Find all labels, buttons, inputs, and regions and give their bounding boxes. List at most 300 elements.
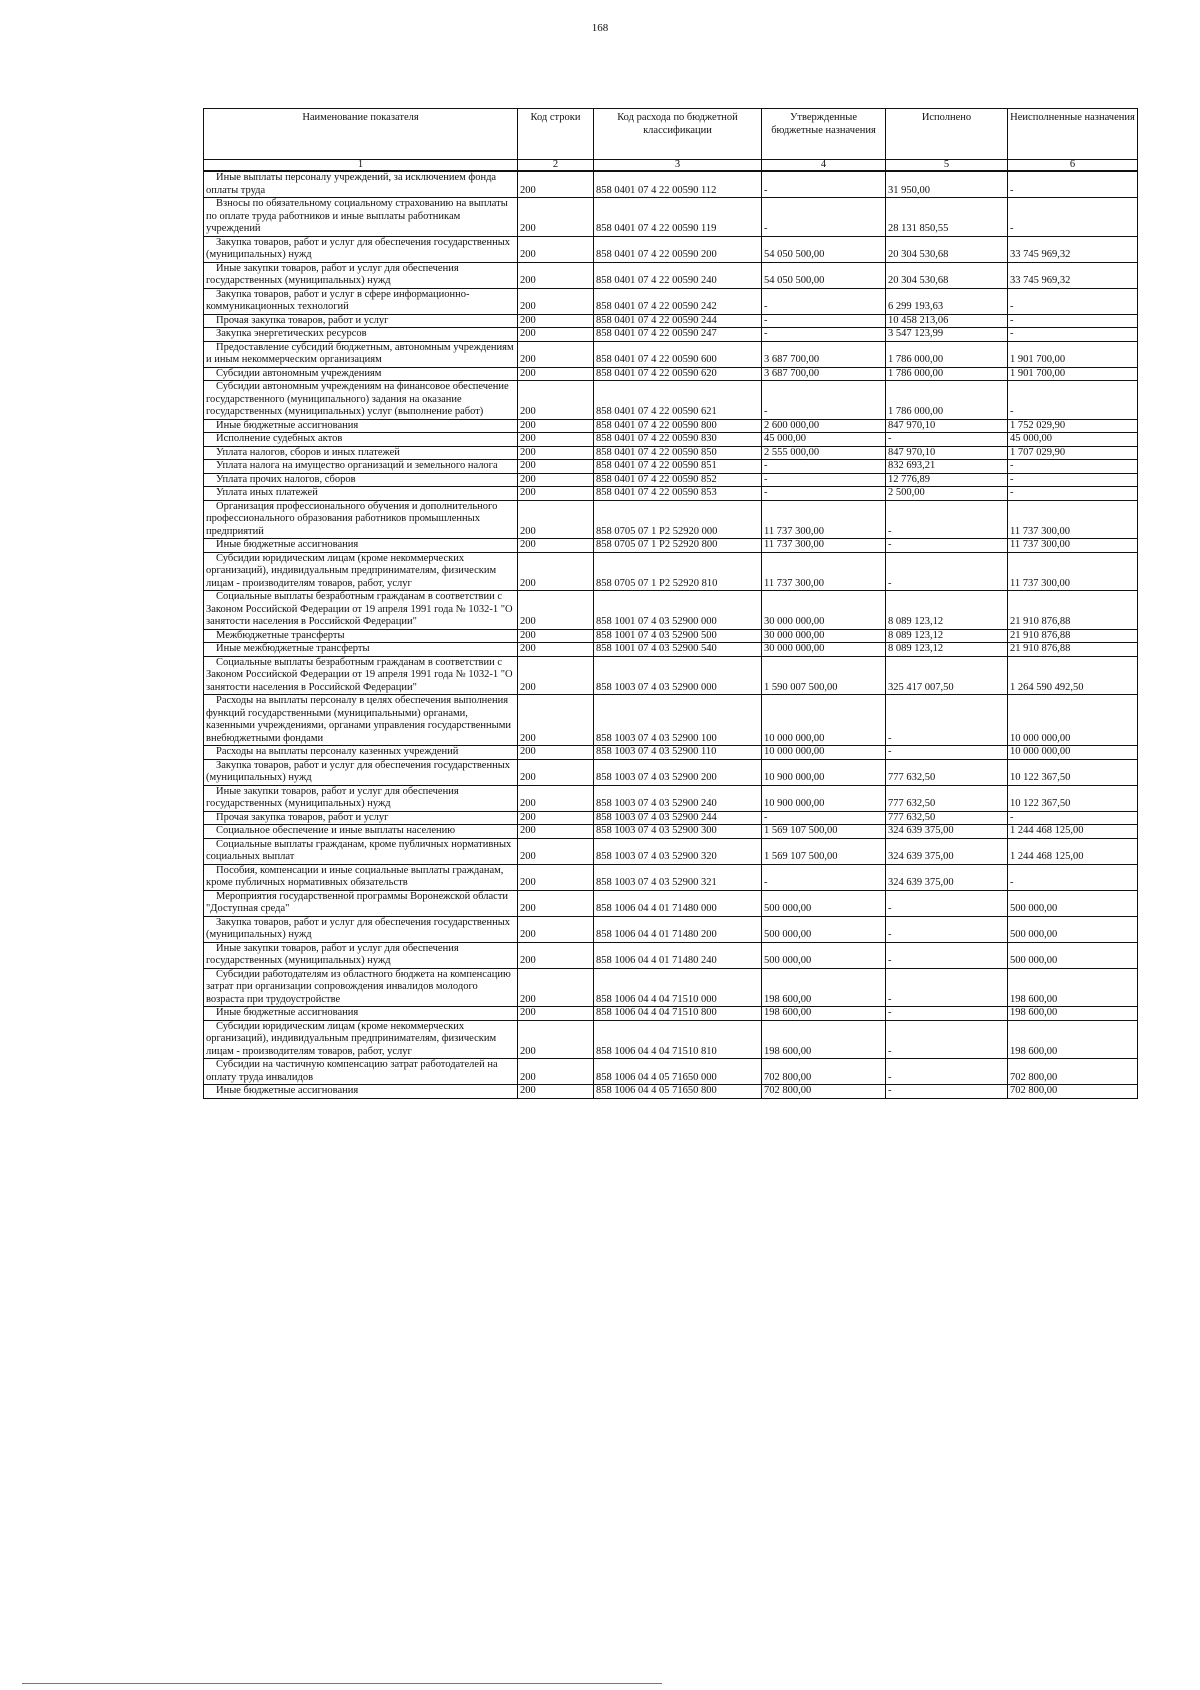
row-approved: 11 737 300,00 xyxy=(762,552,886,591)
row-approved: 11 737 300,00 xyxy=(762,539,886,553)
table-row xyxy=(204,629,1138,643)
row-name-text: Предоставление субсидий бюджетным, автономным учреждениям и иным некоммерческим организациям xyxy=(206,341,514,365)
row-name-text: Субсидии на частичную компенсацию затрат работодателей на оплату труда инвалидов xyxy=(206,1059,498,1083)
table-row xyxy=(204,381,1138,420)
row-name xyxy=(204,838,518,864)
header-line-code: Код строки xyxy=(518,109,594,160)
table-row xyxy=(204,864,1138,890)
column-number: 1 xyxy=(204,160,518,172)
row-executed: 28 131 850,55 xyxy=(886,198,1008,237)
row-name xyxy=(204,890,518,916)
row-name xyxy=(204,446,518,460)
row-line-code: 200 xyxy=(518,198,594,237)
row-line-code: 200 xyxy=(518,500,594,539)
column-number: 3 xyxy=(594,160,762,172)
row-unexecuted: 1 901 700,00 xyxy=(1008,341,1138,367)
row-unexecuted: 21 910 876,88 xyxy=(1008,591,1138,630)
row-executed: 8 089 123,12 xyxy=(886,591,1008,630)
table-row xyxy=(204,968,1138,1007)
table-row xyxy=(204,539,1138,553)
row-executed: 31 950,00 xyxy=(886,171,1008,198)
row-executed: - xyxy=(886,500,1008,539)
table-row xyxy=(204,838,1138,864)
row-executed: 832 693,21 xyxy=(886,460,1008,474)
row-executed: 20 304 530,68 xyxy=(886,236,1008,262)
row-name-text: Субсидии автономным учреждениям на финансовое обеспечение государственного (муниципального) задания на оказание государственных (муниципальных) услуг (выполнение работ) xyxy=(206,381,509,417)
row-unexecuted: - xyxy=(1008,487,1138,501)
table-row xyxy=(204,314,1138,328)
row-classification-code: 858 1006 04 4 04 71510 800 xyxy=(594,1007,762,1021)
row-executed: - xyxy=(886,1059,1008,1085)
row-approved: - xyxy=(762,811,886,825)
row-unexecuted: 11 737 300,00 xyxy=(1008,500,1138,539)
row-executed: 777 632,50 xyxy=(886,785,1008,811)
row-name-text: Уплата прочих налогов, сборов xyxy=(216,473,356,485)
row-unexecuted: - xyxy=(1008,314,1138,328)
row-line-code: 200 xyxy=(518,1059,594,1085)
table-row xyxy=(204,1007,1138,1021)
row-unexecuted: 45 000,00 xyxy=(1008,433,1138,447)
row-name-text: Организация профессионального обучения и дополнительного профессионального образования работников промышленных предприятий xyxy=(206,500,498,537)
row-name-text: Закупка энергетических ресурсов xyxy=(216,328,367,339)
table-row xyxy=(204,825,1138,839)
row-unexecuted: 1 707 029,90 xyxy=(1008,446,1138,460)
row-name-text: Иные межбюджетные трансферты xyxy=(216,643,370,654)
row-line-code: 200 xyxy=(518,460,594,474)
row-name-text: Иные закупки товаров, работ и услуг для обеспечения государственных (муниципальных) нужд xyxy=(206,785,459,809)
row-name xyxy=(204,656,518,695)
row-approved: 54 050 500,00 xyxy=(762,262,886,288)
row-unexecuted: - xyxy=(1008,198,1138,237)
row-approved: 3 687 700,00 xyxy=(762,341,886,367)
row-executed: - xyxy=(886,890,1008,916)
row-line-code: 200 xyxy=(518,968,594,1007)
row-unexecuted: 1 244 468 125,00 xyxy=(1008,825,1138,839)
row-unexecuted: 33 745 969,32 xyxy=(1008,262,1138,288)
row-unexecuted: 11 737 300,00 xyxy=(1008,539,1138,553)
row-name-text: Субсидии юридическим лицам (кроме некоммерческих организаций), индивидуальным предпринимателям, физическим лицам - производителям товаров, работ, услуг xyxy=(206,1020,497,1057)
column-number: 2 xyxy=(518,160,594,172)
row-classification-code: 858 0705 07 1 P2 52920 000 xyxy=(594,500,762,539)
row-line-code: 200 xyxy=(518,419,594,433)
header-row xyxy=(204,109,1138,160)
row-classification-code: 858 1003 07 4 03 52900 000 xyxy=(594,656,762,695)
row-name xyxy=(204,460,518,474)
row-name xyxy=(204,381,518,420)
row-unexecuted: 10 000 000,00 xyxy=(1008,746,1138,760)
row-executed: 3 547 123,99 xyxy=(886,328,1008,342)
row-classification-code: 858 0401 07 4 22 00590 247 xyxy=(594,328,762,342)
row-name xyxy=(204,262,518,288)
row-approved: 54 050 500,00 xyxy=(762,236,886,262)
row-name-text: Иные бюджетные ассигнования xyxy=(216,539,359,550)
row-unexecuted: 10 122 367,50 xyxy=(1008,785,1138,811)
row-classification-code: 858 1006 04 4 01 71480 240 xyxy=(594,942,762,968)
row-name xyxy=(204,314,518,328)
row-unexecuted: 21 910 876,88 xyxy=(1008,643,1138,657)
row-name xyxy=(204,500,518,539)
row-name-text: Социальные выплаты безработным гражданам в соответствии с Законом Российской Федерации от 19 апреля 1991 года № 1032-1 "О занятости населения в Российской Федерации" xyxy=(206,656,513,693)
row-name xyxy=(204,419,518,433)
row-name xyxy=(204,367,518,381)
row-approved: - xyxy=(762,487,886,501)
table-row xyxy=(204,288,1138,314)
row-classification-code: 858 1003 07 4 03 52900 320 xyxy=(594,838,762,864)
row-approved: 500 000,00 xyxy=(762,890,886,916)
row-name-text: Уплата налогов, сборов и иных платежей xyxy=(216,446,400,458)
row-executed: 325 417 007,50 xyxy=(886,656,1008,695)
row-unexecuted: - xyxy=(1008,473,1138,487)
row-name-text: Закупка товаров, работ и услуг в сфере информационно-коммуникационных технологий xyxy=(206,288,470,312)
row-line-code: 200 xyxy=(518,629,594,643)
row-name-text: Исполнение судебных актов xyxy=(216,433,343,444)
table-row xyxy=(204,500,1138,539)
row-executed: 324 639 375,00 xyxy=(886,838,1008,864)
row-name xyxy=(204,288,518,314)
row-executed: 1 786 000,00 xyxy=(886,381,1008,420)
row-executed: 1 786 000,00 xyxy=(886,367,1008,381)
row-classification-code: 858 0401 07 4 22 00590 119 xyxy=(594,198,762,237)
row-classification-code: 858 0401 07 4 22 00590 244 xyxy=(594,314,762,328)
row-line-code: 200 xyxy=(518,314,594,328)
row-name xyxy=(204,552,518,591)
header-executed: Исполнено xyxy=(886,109,1008,160)
row-classification-code: 858 0401 07 4 22 00590 240 xyxy=(594,262,762,288)
row-classification-code: 858 1001 07 4 03 52900 000 xyxy=(594,591,762,630)
row-unexecuted: - xyxy=(1008,381,1138,420)
row-unexecuted: 702 800,00 xyxy=(1008,1059,1138,1085)
row-name xyxy=(204,746,518,760)
row-line-code: 200 xyxy=(518,171,594,198)
row-classification-code: 858 0401 07 4 22 00590 112 xyxy=(594,171,762,198)
table-row xyxy=(204,785,1138,811)
row-approved: 45 000,00 xyxy=(762,433,886,447)
row-executed: 324 639 375,00 xyxy=(886,825,1008,839)
row-classification-code: 858 0401 07 4 22 00590 853 xyxy=(594,487,762,501)
row-classification-code: 858 1006 04 4 04 71510 810 xyxy=(594,1020,762,1059)
row-approved: 30 000 000,00 xyxy=(762,591,886,630)
row-executed: - xyxy=(886,942,1008,968)
column-number: 5 xyxy=(886,160,1008,172)
row-classification-code: 858 1006 04 4 01 71480 200 xyxy=(594,916,762,942)
row-approved: 2 555 000,00 xyxy=(762,446,886,460)
row-classification-code: 858 0401 07 4 22 00590 600 xyxy=(594,341,762,367)
row-approved: 30 000 000,00 xyxy=(762,629,886,643)
table-row xyxy=(204,367,1138,381)
row-unexecuted: - xyxy=(1008,171,1138,198)
row-approved: 11 737 300,00 xyxy=(762,500,886,539)
row-name-text: Закупка товаров, работ и услуг для обеспечения государственных (муниципальных) нужд xyxy=(206,236,511,260)
row-approved: 10 000 000,00 xyxy=(762,695,886,746)
row-executed: - xyxy=(886,695,1008,746)
row-line-code: 200 xyxy=(518,591,594,630)
table-row xyxy=(204,1059,1138,1085)
table-body xyxy=(204,171,1138,1098)
row-name-text: Иные закупки товаров, работ и услуг для обеспечения государственных (муниципальных) нужд xyxy=(206,942,459,966)
row-line-code: 200 xyxy=(518,695,594,746)
row-unexecuted: - xyxy=(1008,328,1138,342)
row-unexecuted: 500 000,00 xyxy=(1008,890,1138,916)
row-unexecuted: 702 800,00 xyxy=(1008,1085,1138,1099)
row-executed: 847 970,10 xyxy=(886,446,1008,460)
row-name-text: Субсидии юридическим лицам (кроме некоммерческих организаций), индивидуальным предпринимателям, физическим лицам - производителям товаров, работ, услуг xyxy=(206,552,497,589)
row-line-code: 200 xyxy=(518,643,594,657)
table-row xyxy=(204,236,1138,262)
row-unexecuted: 500 000,00 xyxy=(1008,916,1138,942)
table-row xyxy=(204,916,1138,942)
table-row xyxy=(204,695,1138,746)
table-row xyxy=(204,656,1138,695)
row-classification-code: 858 1003 07 4 03 52900 200 xyxy=(594,759,762,785)
row-unexecuted: 500 000,00 xyxy=(1008,942,1138,968)
row-executed: - xyxy=(886,916,1008,942)
table-row xyxy=(204,341,1138,367)
header-name: Наименование показателя xyxy=(204,109,518,160)
row-approved: 10 900 000,00 xyxy=(762,785,886,811)
row-name-text: Межбюджетные трансферты xyxy=(216,629,345,641)
row-executed: - xyxy=(886,433,1008,447)
row-line-code: 200 xyxy=(518,367,594,381)
row-executed: - xyxy=(886,968,1008,1007)
row-classification-code: 858 0401 07 4 22 00590 830 xyxy=(594,433,762,447)
scan-edge-line xyxy=(22,1683,662,1684)
row-name xyxy=(204,1007,518,1021)
row-line-code: 200 xyxy=(518,916,594,942)
row-unexecuted: 33 745 969,32 xyxy=(1008,236,1138,262)
row-name-text: Социальное обеспечение и иные выплаты населению xyxy=(216,825,456,836)
row-executed: 20 304 530,68 xyxy=(886,262,1008,288)
row-name xyxy=(204,433,518,447)
table-row xyxy=(204,487,1138,501)
row-classification-code: 858 1003 07 4 03 52900 321 xyxy=(594,864,762,890)
row-unexecuted: 10 122 367,50 xyxy=(1008,759,1138,785)
budget-execution-table xyxy=(203,108,1138,1099)
row-name xyxy=(204,236,518,262)
row-executed: 1 786 000,00 xyxy=(886,341,1008,367)
row-line-code: 200 xyxy=(518,236,594,262)
row-line-code: 200 xyxy=(518,811,594,825)
row-line-code: 200 xyxy=(518,328,594,342)
row-line-code: 200 xyxy=(518,487,594,501)
row-name-text: Социальные выплаты безработным гражданам в соответствии с Законом Российской Федерации от 19 апреля 1991 года № 1032-1 "О занятости населения в Российской Федерации" xyxy=(206,591,513,627)
table-row xyxy=(204,759,1138,785)
row-name xyxy=(204,1085,518,1099)
row-approved: - xyxy=(762,314,886,328)
table-row xyxy=(204,473,1138,487)
row-approved: - xyxy=(762,460,886,474)
row-classification-code: 858 0401 07 4 22 00590 242 xyxy=(594,288,762,314)
row-approved: 3 687 700,00 xyxy=(762,367,886,381)
row-approved: 10 000 000,00 xyxy=(762,746,886,760)
table-row xyxy=(204,433,1138,447)
row-name xyxy=(204,864,518,890)
row-unexecuted: 1 901 700,00 xyxy=(1008,367,1138,381)
row-executed: 8 089 123,12 xyxy=(886,643,1008,657)
row-classification-code: 858 1003 07 4 03 52900 240 xyxy=(594,785,762,811)
table-row xyxy=(204,643,1138,657)
row-unexecuted: 198 600,00 xyxy=(1008,968,1138,1007)
row-line-code: 200 xyxy=(518,446,594,460)
table-row xyxy=(204,460,1138,474)
row-line-code: 200 xyxy=(518,864,594,890)
row-classification-code: 858 1003 07 4 03 52900 300 xyxy=(594,825,762,839)
row-executed: 324 639 375,00 xyxy=(886,864,1008,890)
row-executed: 8 089 123,12 xyxy=(886,629,1008,643)
row-approved: 30 000 000,00 xyxy=(762,643,886,657)
page-number: 168 xyxy=(591,22,609,34)
row-line-code: 200 xyxy=(518,539,594,553)
row-line-code: 200 xyxy=(518,262,594,288)
row-line-code: 200 xyxy=(518,759,594,785)
row-classification-code: 858 1001 07 4 03 52900 540 xyxy=(594,643,762,657)
row-name-text: Субсидии работодателям из областного бюджета на компенсацию затрат при организации сопровождения инвалидов молодого возраста при трудоустройстве xyxy=(206,968,511,1005)
row-name xyxy=(204,328,518,342)
row-classification-code: 858 0401 07 4 22 00590 620 xyxy=(594,367,762,381)
row-name xyxy=(204,643,518,657)
table-row xyxy=(204,419,1138,433)
table-row xyxy=(204,942,1138,968)
row-approved: - xyxy=(762,288,886,314)
row-name xyxy=(204,591,518,630)
row-line-code: 200 xyxy=(518,942,594,968)
row-executed: - xyxy=(886,1085,1008,1099)
row-name xyxy=(204,968,518,1007)
row-name xyxy=(204,759,518,785)
row-approved: 500 000,00 xyxy=(762,916,886,942)
row-executed: 6 299 193,63 xyxy=(886,288,1008,314)
row-unexecuted: - xyxy=(1008,811,1138,825)
table-row xyxy=(204,171,1138,198)
row-executed: 2 500,00 xyxy=(886,487,1008,501)
row-executed: 10 458 213,06 xyxy=(886,314,1008,328)
row-name xyxy=(204,487,518,501)
row-name-text: Уплата налога на имущество организаций и земельного налога xyxy=(216,460,498,471)
row-classification-code: 858 0401 07 4 22 00590 800 xyxy=(594,419,762,433)
row-line-code: 200 xyxy=(518,288,594,314)
row-name xyxy=(204,695,518,746)
row-unexecuted: - xyxy=(1008,460,1138,474)
row-executed: - xyxy=(886,1020,1008,1059)
row-approved: 1 569 107 500,00 xyxy=(762,838,886,864)
row-unexecuted: 1 244 468 125,00 xyxy=(1008,838,1138,864)
row-name xyxy=(204,916,518,942)
row-line-code: 200 xyxy=(518,473,594,487)
row-line-code: 200 xyxy=(518,1007,594,1021)
row-line-code: 200 xyxy=(518,785,594,811)
row-line-code: 200 xyxy=(518,552,594,591)
row-name-text: Уплата иных платежей xyxy=(216,487,318,498)
row-executed: 847 970,10 xyxy=(886,419,1008,433)
row-approved: 10 900 000,00 xyxy=(762,759,886,785)
row-approved: - xyxy=(762,198,886,237)
row-name-text: Мероприятия государственной программы Воронежской области "Доступная среда" xyxy=(206,890,509,914)
row-name xyxy=(204,942,518,968)
row-classification-code: 858 0705 07 1 P2 52920 800 xyxy=(594,539,762,553)
row-approved: - xyxy=(762,171,886,198)
row-line-code: 200 xyxy=(518,1020,594,1059)
row-classification-code: 858 1006 04 4 04 71510 000 xyxy=(594,968,762,1007)
row-name-text: Иные закупки товаров, работ и услуг для обеспечения государственных (муниципальных) нужд xyxy=(206,262,459,286)
row-unexecuted: 11 737 300,00 xyxy=(1008,552,1138,591)
row-name xyxy=(204,785,518,811)
row-classification-code: 858 1003 07 4 03 52900 100 xyxy=(594,695,762,746)
row-executed: - xyxy=(886,1007,1008,1021)
row-name-text: Расходы на выплаты персоналу в целях обеспечения выполнения функций государственными (муниципальными) органами, казенными учреждениями, органами управления государственными внебюджетными фондами xyxy=(206,695,511,744)
row-unexecuted: 10 000 000,00 xyxy=(1008,695,1138,746)
row-executed: - xyxy=(886,746,1008,760)
row-classification-code: 858 1003 07 4 03 52900 110 xyxy=(594,746,762,760)
row-name xyxy=(204,341,518,367)
table-row xyxy=(204,1085,1138,1099)
row-name-text: Расходы на выплаты персоналу казенных учреждений xyxy=(216,746,459,757)
row-approved: - xyxy=(762,328,886,342)
row-approved: 198 600,00 xyxy=(762,1007,886,1021)
row-classification-code: 858 0401 07 4 22 00590 851 xyxy=(594,460,762,474)
row-name xyxy=(204,171,518,198)
row-approved: - xyxy=(762,864,886,890)
row-line-code: 200 xyxy=(518,433,594,447)
row-line-code: 200 xyxy=(518,656,594,695)
row-classification-code: 858 0401 07 4 22 00590 852 xyxy=(594,473,762,487)
row-line-code: 200 xyxy=(518,341,594,367)
row-unexecuted: 198 600,00 xyxy=(1008,1007,1138,1021)
column-number: 6 xyxy=(1008,160,1138,172)
row-name-text: Взносы по обязательному социальному страхованию на выплаты по оплате труда работников и иные выплаты работникам учреждений xyxy=(206,198,508,234)
row-line-code: 200 xyxy=(518,381,594,420)
row-unexecuted: 198 600,00 xyxy=(1008,1020,1138,1059)
row-approved: 500 000,00 xyxy=(762,942,886,968)
row-name-text: Иные бюджетные ассигнования xyxy=(216,1085,359,1096)
row-name xyxy=(204,629,518,643)
row-name-text: Пособия, компенсации и иные социальные выплаты гражданам, кроме публичных нормативных обязательств xyxy=(206,864,504,888)
table-row xyxy=(204,890,1138,916)
row-name xyxy=(204,811,518,825)
row-name xyxy=(204,1020,518,1059)
row-name-text: Закупка товаров, работ и услуг для обеспечения государственных (муниципальных) нужд xyxy=(206,916,511,940)
row-name-text: Социальные выплаты гражданам, кроме публичных нормативных социальных выплат xyxy=(206,838,512,862)
table-row xyxy=(204,446,1138,460)
row-classification-code: 858 0705 07 1 P2 52920 810 xyxy=(594,552,762,591)
row-name-text: Иные бюджетные ассигнования xyxy=(216,1007,359,1018)
row-approved: 198 600,00 xyxy=(762,968,886,1007)
row-approved: - xyxy=(762,473,886,487)
row-classification-code: 858 1003 07 4 03 52900 244 xyxy=(594,811,762,825)
row-approved: 2 600 000,00 xyxy=(762,419,886,433)
table-row xyxy=(204,591,1138,630)
header-unexecuted: Неисполненные назначения xyxy=(1008,109,1138,160)
row-approved: 1 590 007 500,00 xyxy=(762,656,886,695)
row-approved: 198 600,00 xyxy=(762,1020,886,1059)
row-name-text: Прочая закупка товаров, работ и услуг xyxy=(216,314,389,326)
table-row xyxy=(204,262,1138,288)
row-unexecuted: 1 264 590 492,50 xyxy=(1008,656,1138,695)
row-line-code: 200 xyxy=(518,1085,594,1099)
row-classification-code: 858 1006 04 4 01 71480 000 xyxy=(594,890,762,916)
row-classification-code: 858 1001 07 4 03 52900 500 xyxy=(594,629,762,643)
table-row xyxy=(204,198,1138,237)
row-approved: 702 800,00 xyxy=(762,1085,886,1099)
row-name-text: Закупка товаров, работ и услуг для обеспечения государственных (муниципальных) нужд xyxy=(206,759,511,783)
row-name xyxy=(204,1059,518,1085)
row-line-code: 200 xyxy=(518,890,594,916)
row-name xyxy=(204,198,518,237)
row-executed: - xyxy=(886,539,1008,553)
row-approved: 702 800,00 xyxy=(762,1059,886,1085)
row-unexecuted: 21 910 876,88 xyxy=(1008,629,1138,643)
row-name xyxy=(204,473,518,487)
row-approved: 1 569 107 500,00 xyxy=(762,825,886,839)
row-executed: 12 776,89 xyxy=(886,473,1008,487)
